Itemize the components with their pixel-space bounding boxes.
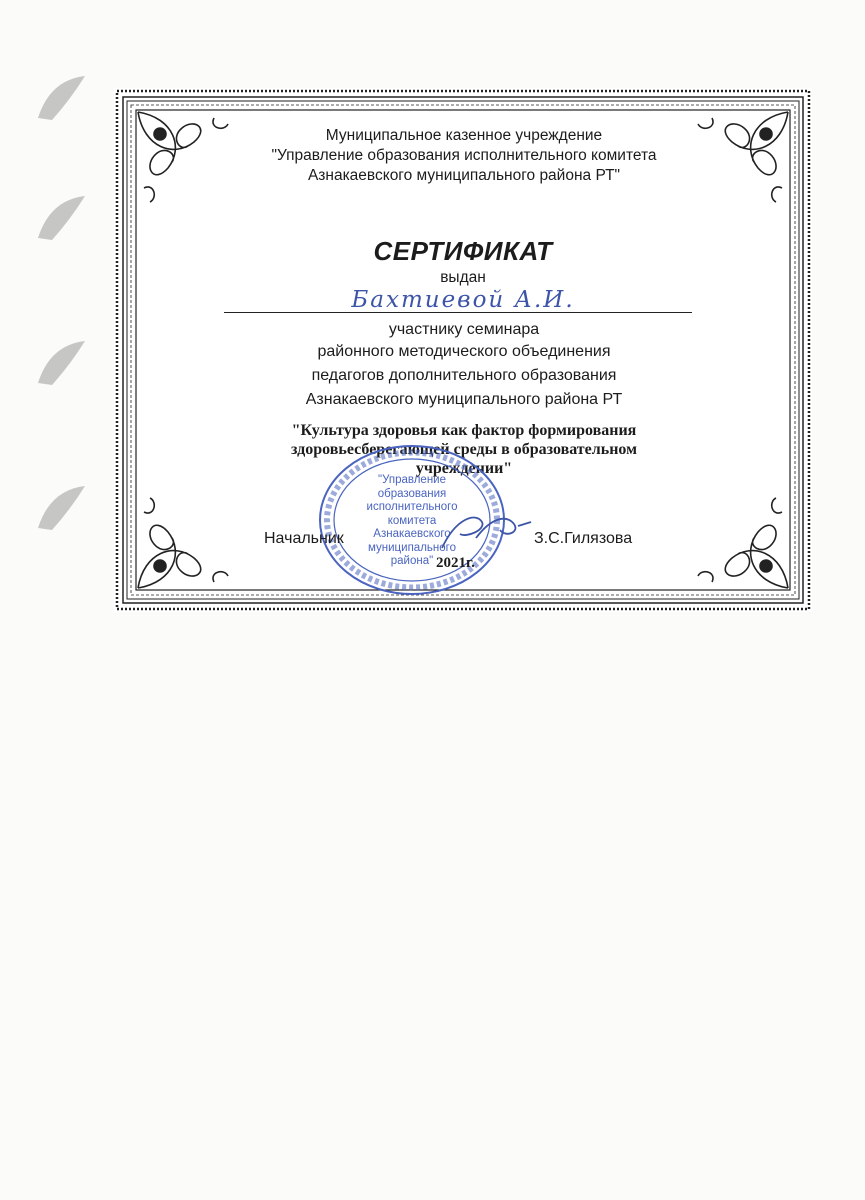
topic-line: здоровьесберегающей среды в образовательном xyxy=(290,441,638,458)
organization-line: "Управление образования исполнительного комитета xyxy=(271,147,657,164)
stamp-text-line: муниципального xyxy=(368,541,456,554)
organization-line: Муниципальное казенное учреждение xyxy=(325,127,603,144)
recipient-underline xyxy=(224,312,692,313)
topic-line: учреждении" xyxy=(415,460,513,477)
punch-hole-shadow xyxy=(30,190,90,245)
participant-line: Азнакаевского муниципального района РТ xyxy=(305,391,623,408)
stamp-text-line: исполнительного xyxy=(366,501,458,513)
punch-hole-shadow xyxy=(30,335,90,390)
stamp-text-line: "Управление xyxy=(377,474,446,486)
topic-line: "Культура здоровья как фактор формирования xyxy=(291,422,637,439)
issue-year: 2021г. xyxy=(436,555,475,571)
participant-line: районного методического объединения xyxy=(317,343,611,360)
recipient-name-handwritten: Бахтиевой А.И. xyxy=(351,287,575,313)
punch-hole-shadow xyxy=(30,70,90,125)
organization-line: Азнакаевского муниципального района РТ" xyxy=(307,167,621,184)
punch-hole-shadow xyxy=(30,480,90,535)
signer-name: З.С.Гилязова xyxy=(534,530,633,547)
handwritten-signature xyxy=(436,508,536,554)
stamp-text-line: образования xyxy=(377,487,447,500)
stamp-text-line: комитета xyxy=(387,514,437,527)
participant-line: участнику семинара xyxy=(388,321,540,338)
stamp-text-line: Азнакаевского xyxy=(373,528,451,540)
participant-line: педагогов дополнительного образования xyxy=(311,367,617,384)
issued-label: выдан xyxy=(440,269,486,286)
certificate xyxy=(114,88,812,612)
certificate-title: СЕРТИФИКАТ xyxy=(373,236,553,266)
signer-role: Начальник xyxy=(264,530,344,547)
stamp-text-line: района" xyxy=(390,555,434,567)
